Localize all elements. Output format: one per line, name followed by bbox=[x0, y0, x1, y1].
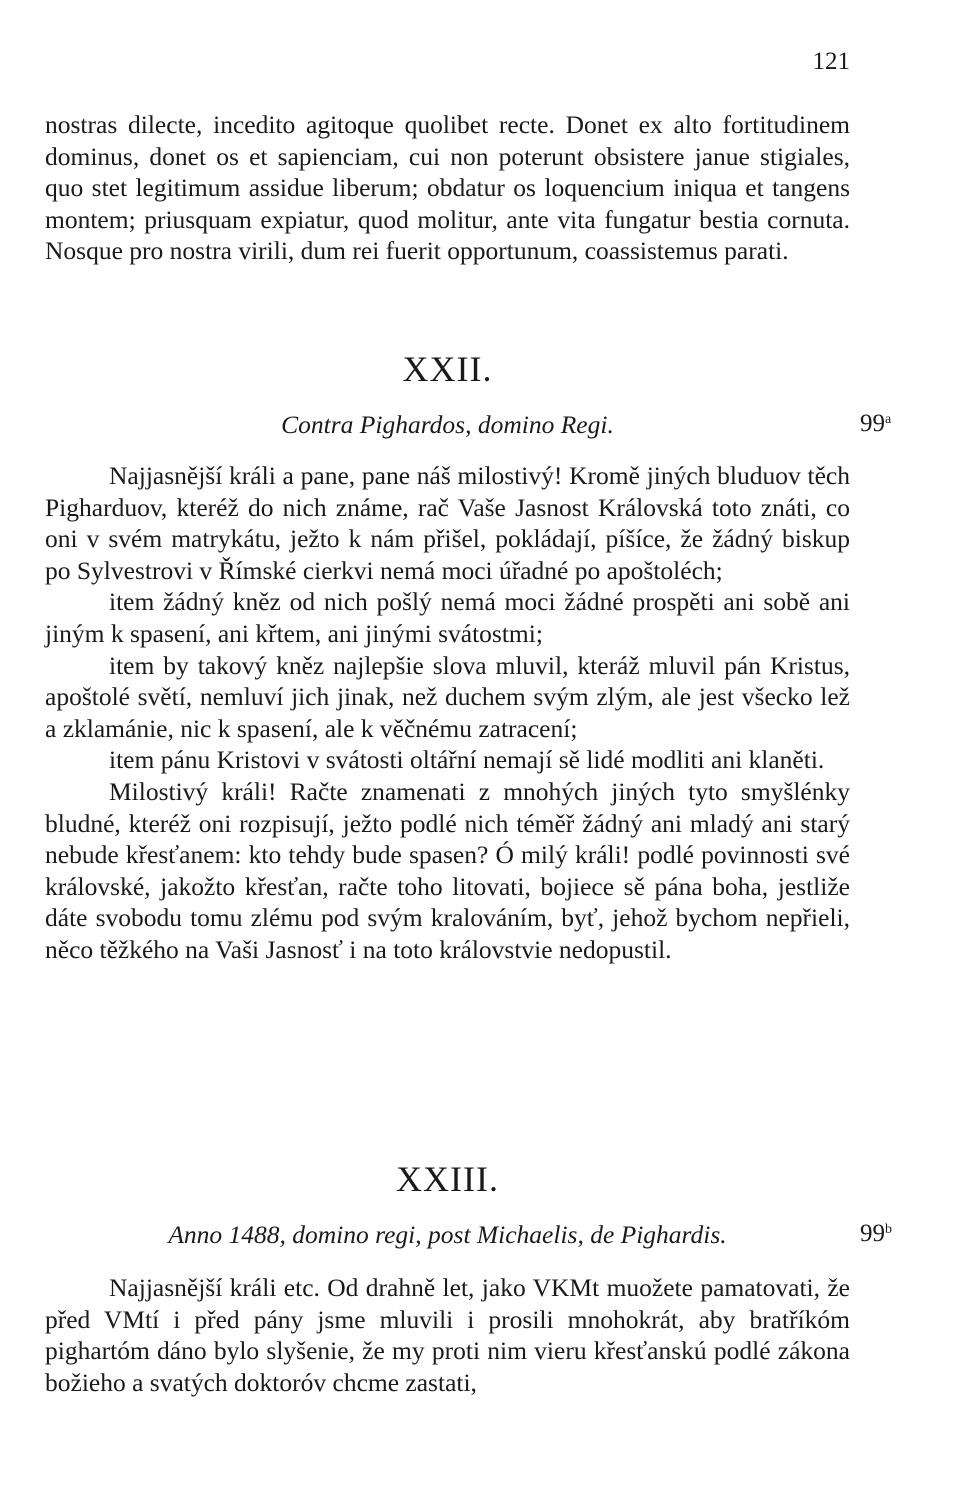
page-number: 121 bbox=[812, 48, 850, 75]
section-xxiii-body bbox=[45, 1272, 850, 1398]
section-xxii-body bbox=[45, 460, 850, 966]
body-paragraph: item by takový kněz najlepšie slova mluvil, kteráž mluvil pán Kristus, apoštolé světí, nemluví jich jinak, než duchem svým zlým, ale jest všecko lež a zklamánie, nic k spasení, ale k věčnému zatracení; bbox=[45, 650, 850, 743]
margin-reference-number: 99 bbox=[860, 1220, 885, 1247]
body-paragraph: item žádný kněz od nich pošlý nemá moci žádné prospěti ani sobě ani jiným k spasení, ani křtem, ani jinými svátostmi; bbox=[45, 587, 850, 648]
margin-reference-number: 99 bbox=[860, 410, 885, 437]
body-paragraph: Najjasnější králi a pane, pane náš milostivý! Kromě jiných bluduov těch Pigharduov, kteréž do nich známe, rač Vaše Jasnost Královská toto znáti, co oni v svém matrykátu, ježto k nám přišel, pokládají, píšíce, že žádný biskup po Sylvestrovi v Římské cierkvi nemá moci úřadné po apoštoléch; bbox=[45, 461, 850, 585]
section-xxiii-margin-reference bbox=[860, 1220, 892, 1248]
opening-paragraph-block bbox=[45, 109, 850, 267]
section-xxii-title: Contra Pighardos, domino Regi. bbox=[281, 410, 614, 439]
body-paragraph: item pánu Kristovi v svátosti oltářní nemají sě lidé modliti ani klaněti. bbox=[109, 745, 825, 775]
opening-paragraph: nostras dilecte, incedito agitoque quolibet recte. Donet ex alto fortitudinem dominus, donet os et sapienciam, cui non poterunt obsistere janue stigiales, quo stet legitimum assidue liberum; obdatur os loquencium iniqua et tangens montem; priusquam expiatur, quod molitur, ante vita fungatur bestia cornuta. Nosque pro nostra virili, dum rei fuerit opportunum, coassistemus parati. bbox=[45, 110, 850, 266]
margin-reference-letter: a bbox=[885, 412, 892, 427]
section-xxii-margin-reference bbox=[860, 410, 891, 438]
body-paragraph: Milostivý králi! Račte znamenati z mnohých jiných tyto smyšlénky bludné, kteréž oni rozpisují, ježto podlé nich téměř žádný ani mladý ani starý nebude křesťanem: kto tehdy bude spasen? Ó milý králi! podlé povinnosti své královské, jakožto křesťan, račte toho litovati, bojiece sě pána boha, jestliže dáte svobodu tomu zlému pod svým kralováním, byť, jehož bychom nepřieli, něco těžkého na Vaši Jasnosť i na toto královstvie nedopustil. bbox=[45, 776, 850, 964]
margin-reference-letter: b bbox=[885, 1222, 892, 1237]
body-paragraph: Najjasnější králi etc. Od drahně let, jako VKMt muožete pamatovati, že před VMtí i před pány jsme mluvili i prosili mnohokrát, aby bratříkóm pighartóm dáno bylo slyšenie, že my proti nim vieru křesťanskú podlé zákona božieho a svatých doktoróv chcme zastati, bbox=[45, 1273, 850, 1397]
section-xxiii-heading: XXIII. bbox=[396, 1159, 499, 1199]
section-xxii-heading: XXII. bbox=[402, 349, 493, 389]
section-xxiii-title: Anno 1488, domino regi, post Michaelis, de Pighardis. bbox=[168, 1220, 727, 1249]
